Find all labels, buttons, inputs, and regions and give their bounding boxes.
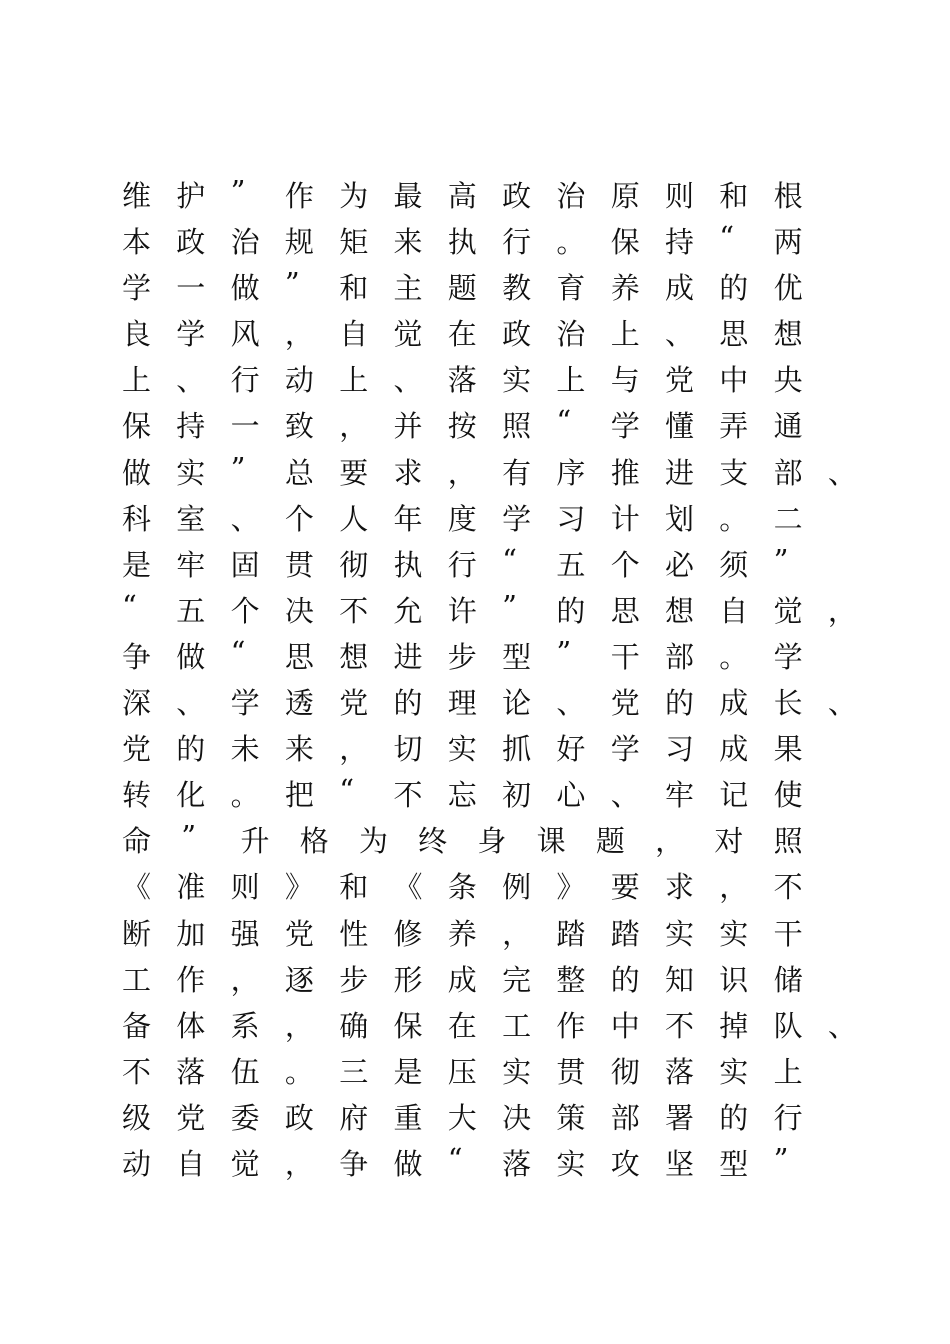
text-line: 做 实 ” 总 要 求 ， 有 序 推 进 支 部 、 bbox=[122, 450, 857, 490]
text-line: 学 一 做 ” 和 主 题 教 育 养 成 的 优 bbox=[122, 266, 803, 306]
text-line: 《 准 则 》 和 《 条 例 》 要 求 ， 不 bbox=[122, 870, 803, 905]
text-line: 科 室 、 个 人 年 度 学 习 计 划 。 二 bbox=[122, 501, 803, 536]
body-text bbox=[122, 168, 862, 1182]
text-line: “ 五 个 决 不 允 许 ” 的 思 想 自 觉 ， bbox=[122, 588, 857, 628]
text-line: 良 学 风 ， 自 觉 在 政 治 上 、 思 想 bbox=[122, 317, 803, 352]
text-line: 维 护 ” 作 为 最 高 政 治 原 则 和 根 bbox=[122, 174, 803, 213]
text-line: 动 自 觉 ， 争 做 “ 落 实 攻 坚 型 ” bbox=[122, 1141, 789, 1181]
text-line: 深 、 学 透 党 的 理 论 、 党 的 成 长 、 bbox=[122, 686, 857, 721]
text-line: 是 牢 固 贯 彻 执 行 “ 五 个 必 须 ” bbox=[122, 542, 789, 582]
text-line: 保 持 一 致 ， 并 按 照 “ 学 懂 弄 通 bbox=[122, 404, 803, 444]
text-line: 工 作 ， 逐 步 形 成 完 整 的 知 识 储 bbox=[122, 962, 803, 997]
text-line: 备 体 系 ， 确 保 在 工 作 中 不 掉 队 、 bbox=[122, 1008, 857, 1043]
text-line: 级 党 委 政 府 重 大 决 策 部 署 的 行 bbox=[122, 1100, 803, 1135]
text-line: 争 做 “ 思 想 进 步 型 ” 干 部 。 学 bbox=[122, 634, 803, 674]
text-line: 上 、 行 动 上 、 落 实 上 与 党 中 央 bbox=[122, 363, 803, 398]
text-line: 本 政 治 规 矩 来 执 行 。 保 持 “ 两 bbox=[122, 220, 803, 260]
text-line: 不 落 伍 。 三 是 压 实 贯 彻 落 实 上 bbox=[122, 1054, 803, 1089]
text-line: 党 的 未 来 ， 切 实 抓 好 学 习 成 果 bbox=[122, 732, 803, 767]
text-line: 断 加 强 党 性 修 养 ， 踏 踏 实 实 干 bbox=[122, 916, 803, 951]
text-line: 转 化 。 把 “ 不 忘 初 心 、 牢 记 使 bbox=[122, 773, 803, 813]
text-line: 命 ” 升 格 为 终 身 课 题 ， 对 照 bbox=[122, 819, 803, 859]
